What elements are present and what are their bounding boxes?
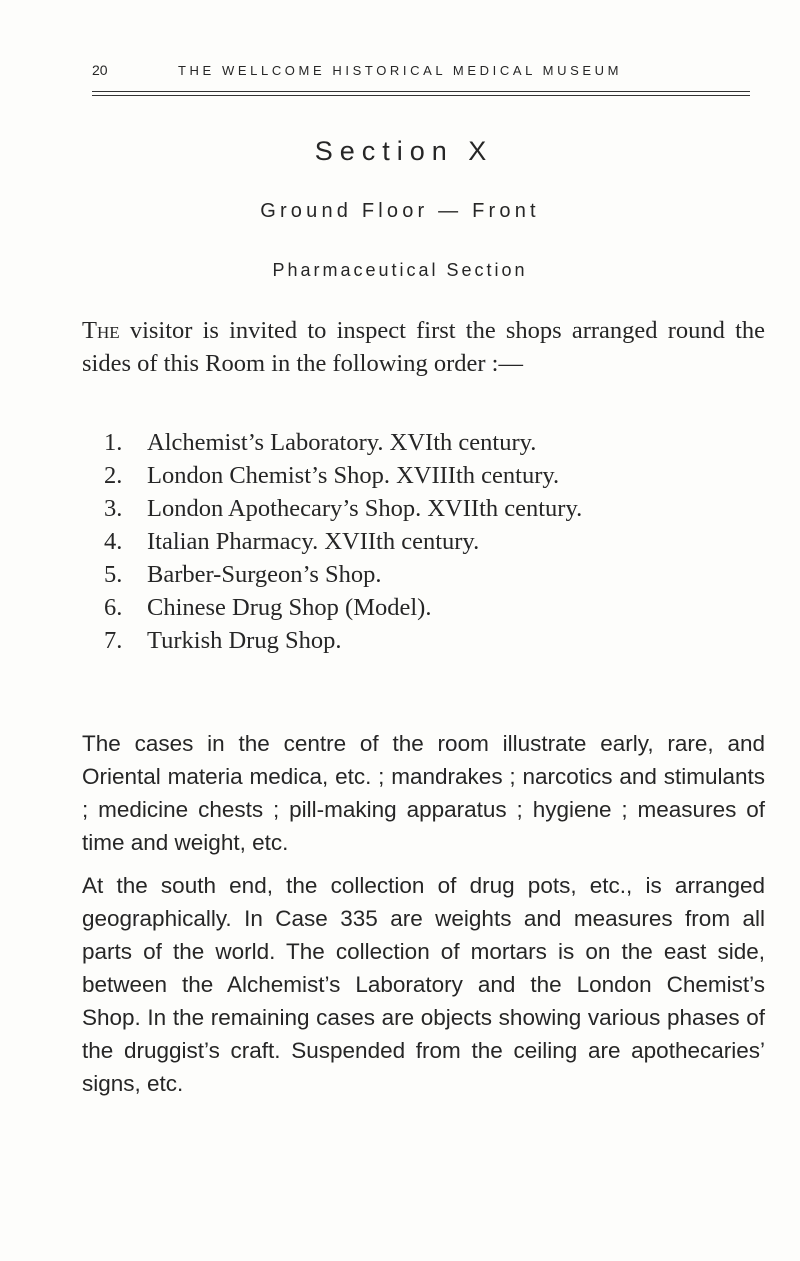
list-item-text: London Apothecary’s Shop. XVIIth century. — [147, 495, 583, 522]
south-end-paragraph: At the south end, the collection of drug pots, etc., is arranged geographically. In Case 335 are weights and measures from all parts of the world. The collection of mortars is on the east side, between the Alchemist’s Laboratory and the London Chemist’s Shop. In the remaining cases are objects showing various phases of the druggist’s craft. Suspended from the ceiling are apothecaries’ signs, etc. — [82, 873, 765, 1096]
list-item — [104, 558, 582, 591]
list-item — [104, 492, 582, 525]
header-rule-bottom — [92, 95, 750, 96]
list-item-text: Chinese Drug Shop (Model). — [147, 594, 432, 621]
list-item — [104, 591, 582, 624]
intro-paragraph — [82, 314, 765, 380]
list-item-number: 7. — [104, 627, 123, 654]
floor-title: Ground Floor — Front — [260, 200, 540, 222]
header-rule-top — [92, 91, 750, 92]
list-item-text: London Chemist’s Shop. XVIIIth century. — [147, 462, 560, 489]
list-item — [104, 426, 582, 459]
shops-list — [104, 426, 582, 657]
list-item-number: 1. — [104, 429, 123, 456]
list-item-text: Barber-Surgeon’s Shop. — [147, 561, 382, 588]
running-title: THE WELLCOME HISTORICAL MEDICAL MUSEUM — [178, 63, 623, 78]
department-title: Pharmaceutical Section — [272, 260, 528, 280]
list-item — [104, 525, 582, 558]
cases-paragraph: The cases in the centre of the room illustrate early, rare, and Oriental materia medica, etc. ; mandrakes ; narcotics and stimulants ; medicine chests ; pill-making apparatus ; hygiene ; measures of time and weight, etc. — [82, 731, 765, 855]
list-item-text: Turkish Drug Shop. — [147, 627, 342, 654]
running-header — [92, 62, 752, 86]
list-item-number: 2. — [104, 462, 123, 489]
list-item — [104, 624, 582, 657]
list-item — [104, 459, 582, 492]
list-item-number: 3. — [104, 495, 123, 522]
list-item-number: 6. — [104, 594, 123, 621]
intro-text: visitor is invited to inspect first the shops arranged round the sides of this Room in the following order :— — [82, 317, 765, 377]
list-item-text: Italian Pharmacy. XVIIth century. — [147, 528, 480, 555]
list-item-text: Alchemist’s Laboratory. XVIth century. — [147, 429, 537, 456]
list-item-number: 5. — [104, 561, 123, 588]
list-item-number: 4. — [104, 528, 123, 555]
page-number: 20 — [92, 62, 108, 78]
section-title: Section X — [314, 136, 494, 166]
intro-lead-word: The — [82, 317, 120, 344]
